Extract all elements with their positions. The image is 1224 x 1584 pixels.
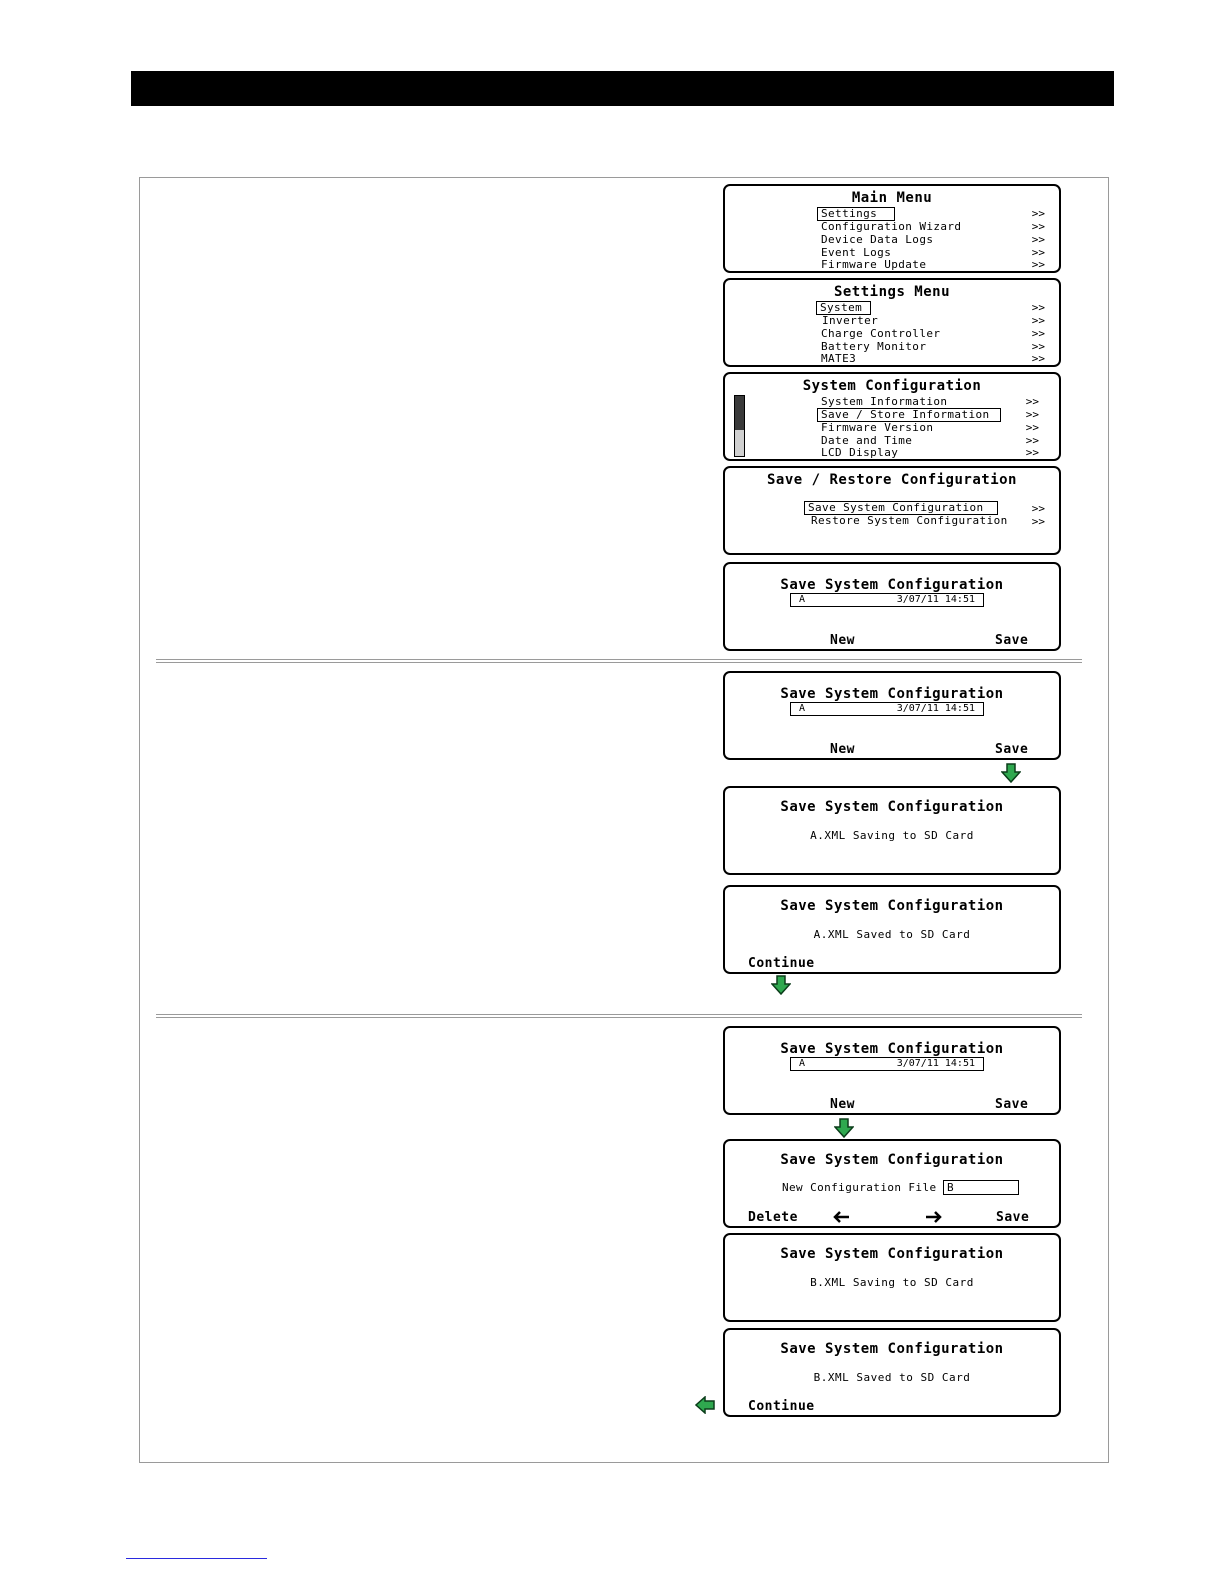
menu-item-event-logs[interactable]: Event Logs — [821, 246, 892, 259]
menu-item-save-system-configuration[interactable]: Save System Configuration — [805, 502, 997, 514]
saved-to-sd-screen — [723, 885, 1061, 974]
file-name: A — [799, 703, 806, 714]
footer-link-line — [126, 1558, 267, 1559]
down-arrow-icon — [1001, 763, 1021, 783]
menu-item-firmware-update[interactable]: Firmware Update — [821, 258, 927, 271]
main-menu-screen — [723, 184, 1061, 273]
saved-file-entry[interactable] — [790, 702, 984, 716]
status-message: A.XML Saved to SD Card — [813, 928, 971, 941]
submenu-arrow: >> — [1025, 408, 1039, 421]
section-divider-1 — [156, 659, 1082, 663]
submenu-arrow: >> — [1031, 340, 1045, 353]
menu-item-settings[interactable]: Settings — [818, 208, 894, 220]
menu-item-charge-controller[interactable]: Charge Controller — [821, 327, 941, 340]
menu-item-mate3[interactable]: MATE3 — [821, 352, 857, 365]
save-softkey[interactable]: Save — [996, 1210, 1030, 1225]
screen-title: Save System Configuration — [780, 686, 1004, 702]
saving-to-sd-screen — [723, 1233, 1061, 1322]
screen-title: Save System Configuration — [780, 1152, 1004, 1168]
screen-title: Save System Configuration — [780, 1246, 1004, 1262]
menu-item-configuration-wizard[interactable]: Configuration Wizard — [821, 220, 962, 233]
status-message: A.XML Saving to SD Card — [810, 829, 974, 842]
menu-item-device-data-logs[interactable]: Device Data Logs — [821, 233, 934, 246]
menu-item-restore-system-configuration[interactable]: Restore System Configuration — [811, 514, 1008, 527]
scrollbar-thumb[interactable] — [735, 396, 744, 430]
header-bar — [131, 71, 1114, 106]
save-softkey[interactable]: Save — [995, 1097, 1029, 1112]
file-datetime: 3/07/11 14:51 — [896, 703, 975, 714]
saved-file-entry[interactable] — [790, 1057, 984, 1071]
menu-item-system-information[interactable]: System Information — [821, 395, 948, 408]
saving-to-sd-screen — [723, 786, 1061, 875]
continue-softkey[interactable]: Continue — [748, 1399, 815, 1414]
menu-item-lcd-display[interactable]: LCD Display — [821, 446, 899, 459]
screen-title: Save System Configuration — [780, 898, 1004, 914]
section-divider-2 — [156, 1014, 1082, 1018]
saved-file-entry[interactable] — [790, 593, 984, 607]
file-datetime: 3/07/11 14:51 — [896, 1058, 975, 1069]
menu-item-inverter[interactable]: Inverter — [822, 314, 879, 327]
new-softkey[interactable]: New — [830, 633, 855, 648]
file-datetime: 3/07/11 14:51 — [896, 594, 975, 605]
screen-title: Settings Menu — [833, 284, 951, 300]
screen-title: Save System Configuration — [780, 577, 1004, 593]
new-softkey[interactable]: New — [830, 1097, 855, 1112]
file-name: A — [799, 1058, 806, 1069]
continue-softkey[interactable]: Continue — [748, 956, 815, 971]
screen-title: Save System Configuration — [780, 1041, 1004, 1057]
save-system-configuration-screen — [723, 1026, 1061, 1115]
screen-title: System Configuration — [802, 378, 982, 394]
screen-title: Save / Restore Configuration — [766, 472, 1017, 488]
submenu-arrow: >> — [1025, 434, 1039, 447]
save-softkey[interactable]: Save — [995, 633, 1029, 648]
submenu-arrow: >> — [1031, 352, 1045, 365]
status-message: B.XML Saved to SD Card — [813, 1371, 971, 1384]
menu-item-system[interactable]: System — [817, 302, 870, 314]
down-arrow-icon — [771, 975, 791, 995]
submenu-arrow: >> — [1031, 515, 1045, 528]
submenu-arrow: >> — [1025, 395, 1039, 408]
menu-item-battery-monitor[interactable]: Battery Monitor — [821, 340, 927, 353]
left-arrow-icon[interactable] — [833, 1210, 851, 1224]
new-file-label: New Configuration File — [782, 1181, 937, 1194]
scrollbar[interactable] — [734, 395, 745, 457]
status-message: B.XML Saving to SD Card — [810, 1276, 974, 1289]
screen-title: Save System Configuration — [780, 799, 1004, 815]
new-configuration-file-screen — [723, 1139, 1061, 1228]
submenu-arrow: >> — [1031, 502, 1045, 515]
submenu-arrow: >> — [1025, 421, 1039, 434]
submenu-arrow: >> — [1031, 314, 1045, 327]
save-softkey[interactable]: Save — [995, 742, 1029, 757]
submenu-arrow: >> — [1031, 301, 1045, 314]
settings-menu-screen — [723, 278, 1061, 367]
save-restore-configuration-screen — [723, 466, 1061, 555]
menu-item-firmware-version[interactable]: Firmware Version — [821, 421, 934, 434]
save-system-configuration-screen — [723, 671, 1061, 760]
menu-item-save-store-information[interactable]: Save / Store Information — [818, 409, 1000, 421]
system-configuration-screen — [723, 372, 1061, 461]
submenu-arrow: >> — [1025, 446, 1039, 459]
saved-to-sd-screen — [723, 1328, 1061, 1417]
left-arrow-icon — [695, 1396, 715, 1414]
right-arrow-icon[interactable] — [924, 1210, 942, 1224]
file-name: A — [799, 594, 806, 605]
submenu-arrow: >> — [1031, 258, 1045, 271]
new-softkey[interactable]: New — [830, 742, 855, 757]
screen-title: Main Menu — [851, 190, 933, 206]
submenu-arrow: >> — [1031, 327, 1045, 340]
screen-title: Save System Configuration — [780, 1341, 1004, 1357]
submenu-arrow: >> — [1031, 246, 1045, 259]
down-arrow-icon — [834, 1118, 854, 1138]
save-system-configuration-screen — [723, 562, 1061, 651]
submenu-arrow: >> — [1031, 207, 1045, 220]
submenu-arrow: >> — [1031, 233, 1045, 246]
menu-item-date-and-time[interactable]: Date and Time — [821, 434, 913, 447]
submenu-arrow: >> — [1031, 220, 1045, 233]
new-file-input[interactable]: B — [943, 1180, 1019, 1195]
delete-softkey[interactable]: Delete — [748, 1210, 798, 1225]
